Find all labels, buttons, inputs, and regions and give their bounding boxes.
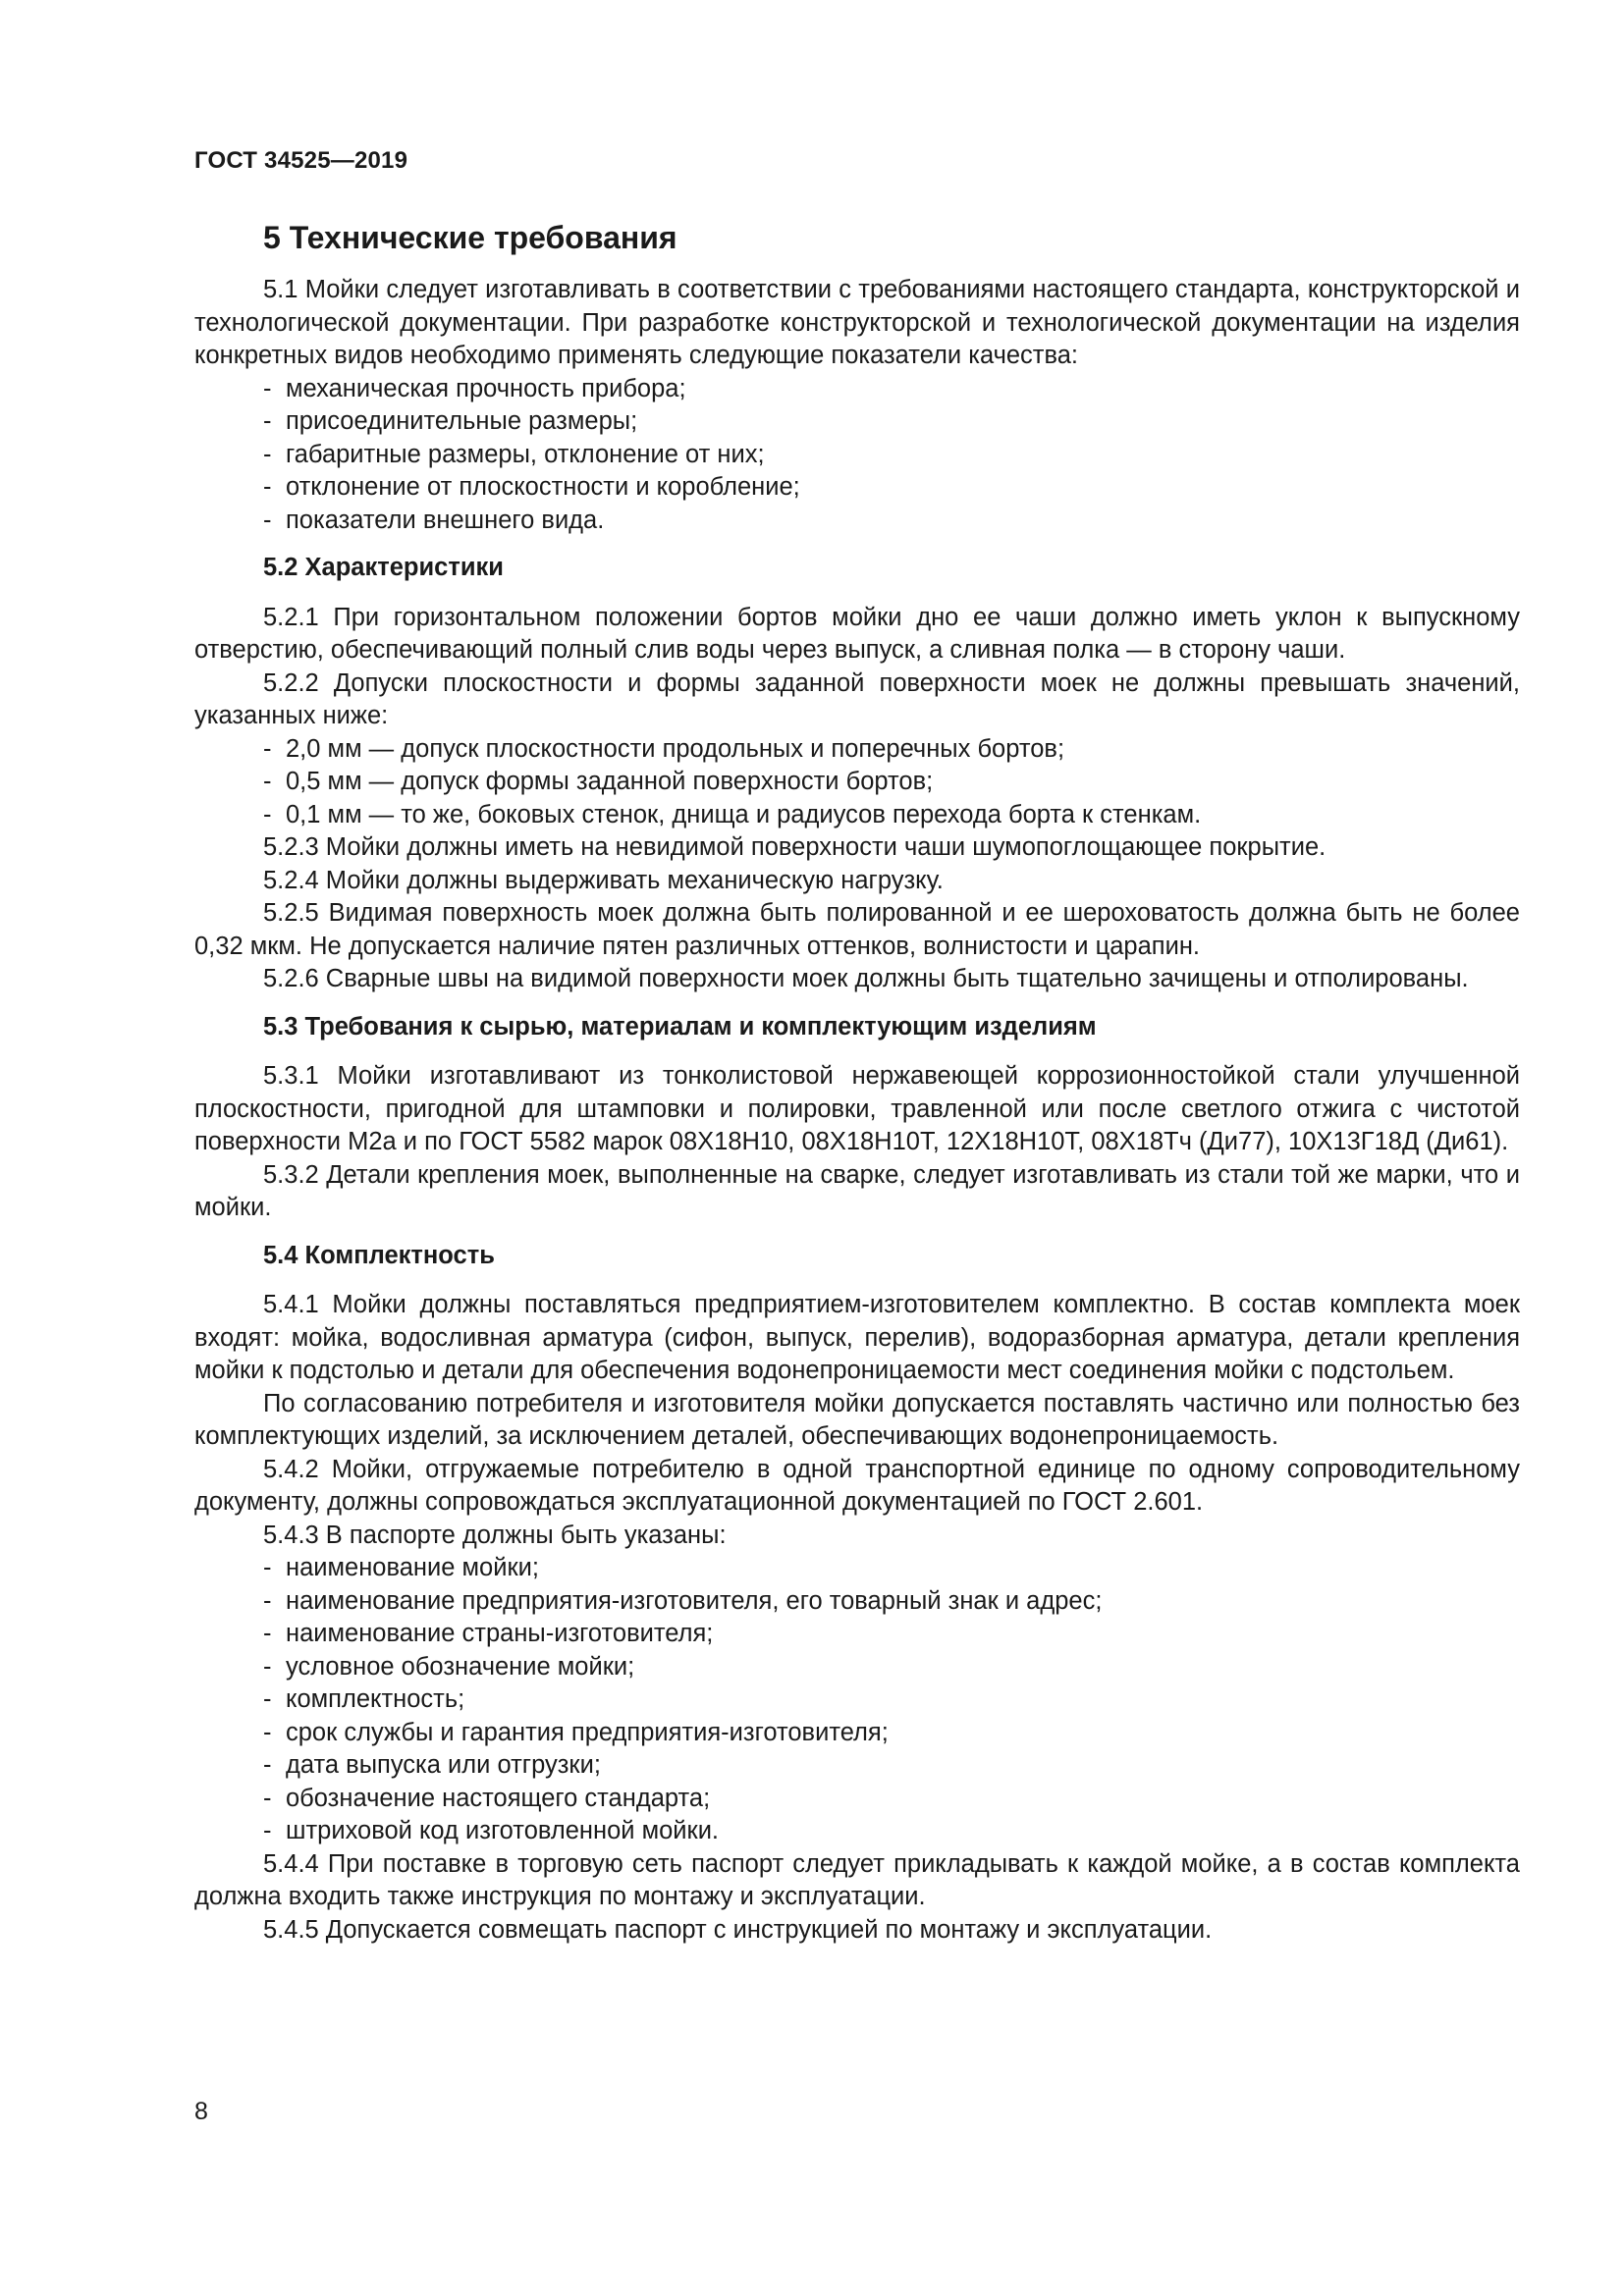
list-dash: - [263,1817,272,1844]
list-item [194,1683,1520,1717]
list-item-text: обозначение настоящего стандарта; [286,1784,711,1812]
list-dash: - [263,440,272,468]
list-item [194,1618,1520,1651]
list-dash: - [263,407,272,435]
list-dash: - [263,1685,272,1713]
list-dash: - [263,800,272,828]
list-item-text: штриховой код изготовленной мойки. [286,1817,720,1844]
list-dash: - [263,1586,272,1615]
paragraph: 5.2.4 Мойки должны выдерживать механическую нагрузку. [263,866,944,894]
section-title: 5 Технические требования [263,220,677,255]
list-item-text: наименование предприятия-изготовителя, его товарный знак и адрес; [286,1586,1103,1615]
paragraph: 5.3.1 Мойки изготавливают из тонколистовой нержавеющей коррозионностойкой стали улучшенной плоскостности, пригодной для штамповки и полировки, травленной или после светлого отжига с чистотой поверхности М2а и по ГОСТ 5582 марок 08Х18Н10, 08Х18Н10Т, 12Х18Н10Т, 08Х18Тч (Ди77), 10Х13Г18Д (Ди61). [194,1062,1520,1155]
paragraph: 5.2.3 Мойки должны иметь на невидимой поверхности чаши шумопоглощающее покрытие. [263,833,1326,861]
document-body [194,218,1520,1947]
page-number: 8 [194,2098,208,2125]
paragraph: 5.4.3 В паспорте должны быть указаны: [263,1521,727,1549]
list-item [194,1552,1520,1585]
list-dash: - [263,506,272,534]
list-item-text: 0,5 мм — допуск формы заданной поверхности бортов; [286,768,934,795]
paragraph: 5.2.6 Сварные швы на видимой поверхности моек должны быть тщательно зачищены и отполированы. [263,965,1469,992]
list-item [194,1585,1520,1619]
list-dash: - [263,1620,272,1647]
list-item [194,1815,1520,1848]
subsection-title: 5.2 Характеристики [263,554,504,581]
list-item [194,1717,1520,1750]
list-item-text: наименование мойки; [286,1554,539,1581]
list-item-text: показатели внешнего вида. [286,506,605,534]
list-item [194,373,1520,406]
subsection-title: 5.3 Требования к сырью, материалам и комплектующим изделиям [263,1012,1097,1041]
list-item [194,799,1520,832]
list-item-text: механическая прочность прибора; [286,374,686,402]
list-item [194,1783,1520,1816]
list-item [194,471,1520,505]
list-dash: - [263,1718,272,1746]
document-page [194,0,1520,2296]
paragraph: По согласованию потребителя и изготовителя мойки допускается поставлять частично или полностью без комплектующих изделий, за исключением деталей, обеспечивающих водонепроницаемость. [194,1389,1520,1450]
paragraph: 5.3.2 Детали крепления моек, выполненные на сварке, следует изготавливать из стали той же марки, что и мойки. [194,1160,1520,1221]
list-dash: - [263,374,272,402]
document-code-header: ГОСТ 34525—2019 [194,147,408,174]
paragraph: 5.4.2 Мойки, отгружаемые потребителю в одной транспортной единице по одному сопроводительному документу, должны сопровождаться эксплуатационной документацией по ГОСТ 2.601. [194,1455,1520,1516]
list-item-text: комплектность; [286,1685,465,1713]
list-dash: - [263,1784,272,1812]
list-item [194,505,1520,538]
paragraph: 5.4.4 При поставке в торговую сеть паспорт следует прикладывать к каждой мойке, а в состав комплекта должна входить также инструкция по монтажу и эксплуатации. [194,1849,1520,1910]
list-dash: - [263,473,272,501]
list-item [194,1651,1520,1684]
list-item [194,439,1520,472]
paragraph: 5.2.5 Видимая поверхность моек должна быть полированной и ее шероховатость должна быть не более 0,32 мкм. Не допускается наличие пятен различных оттенков, волнистости и царапин. [194,899,1520,960]
list-item-text: присоединительные размеры; [286,407,638,435]
list-dash: - [263,1751,272,1779]
list-item [194,405,1520,439]
paragraph: 5.2.1 При горизонтальном положении бортов мойки дно ее чаши должно иметь уклон к выпускному отверстию, обеспечивающий полный слив воды через выпуск, а сливная полка — в сторону чаши. [194,603,1520,664]
subsection-title: 5.4 Комплектность [263,1241,495,1269]
list-item-text: габаритные размеры, отклонение от них; [286,440,765,468]
list-dash: - [263,1554,272,1581]
list-dash: - [263,1652,272,1681]
paragraph: 5.4.1 Мойки должны поставляться предприятием-изготовителем комплектно. В состав комплекта моек входят: мойка, водосливная арматура (сифон, выпуск, перелив), водоразборная арматура, детали крепления мойки к подстолью и детали для обеспечения водонепроницаемости мест соединения мойки с подстольем. [194,1291,1520,1384]
list-item [194,733,1520,767]
list-dash: - [263,768,272,795]
paragraph: 5.2.2 Допуски плоскостности и формы заданной поверхности моек не должны превышать значений, указанных ниже: [194,668,1520,729]
list-item-text: условное обозначение мойки; [286,1652,635,1681]
list-item-text: дата выпуска или отгрузки; [286,1751,601,1779]
list-dash: - [263,734,272,763]
list-item-text: наименование страны-изготовителя; [286,1620,714,1647]
list-item [194,1749,1520,1783]
list-item [194,766,1520,799]
list-item-text: 0,1 мм — то же, боковых стенок, днища и радиусов перехода борта к стенкам. [286,800,1202,828]
paragraph: 5.4.5 Допускается совмещать паспорт с инструкцией по монтажу и эксплуатации. [263,1915,1213,1944]
paragraph: 5.1 Мойки следует изготавливать в соответствии с требованиями настоящего стандарта, конструкторской и технологической документации. При разработке конструкторской и технологической документации на изделия конкретных видов необходимо применять следующие показатели качества: [194,276,1520,369]
list-item-text: срок службы и гарантия предприятия-изготовителя; [286,1718,889,1746]
list-item-text: отклонение от плоскостности и коробление; [286,473,800,501]
list-item-text: 2,0 мм — допуск плоскостности продольных и поперечных бортов; [286,734,1065,763]
